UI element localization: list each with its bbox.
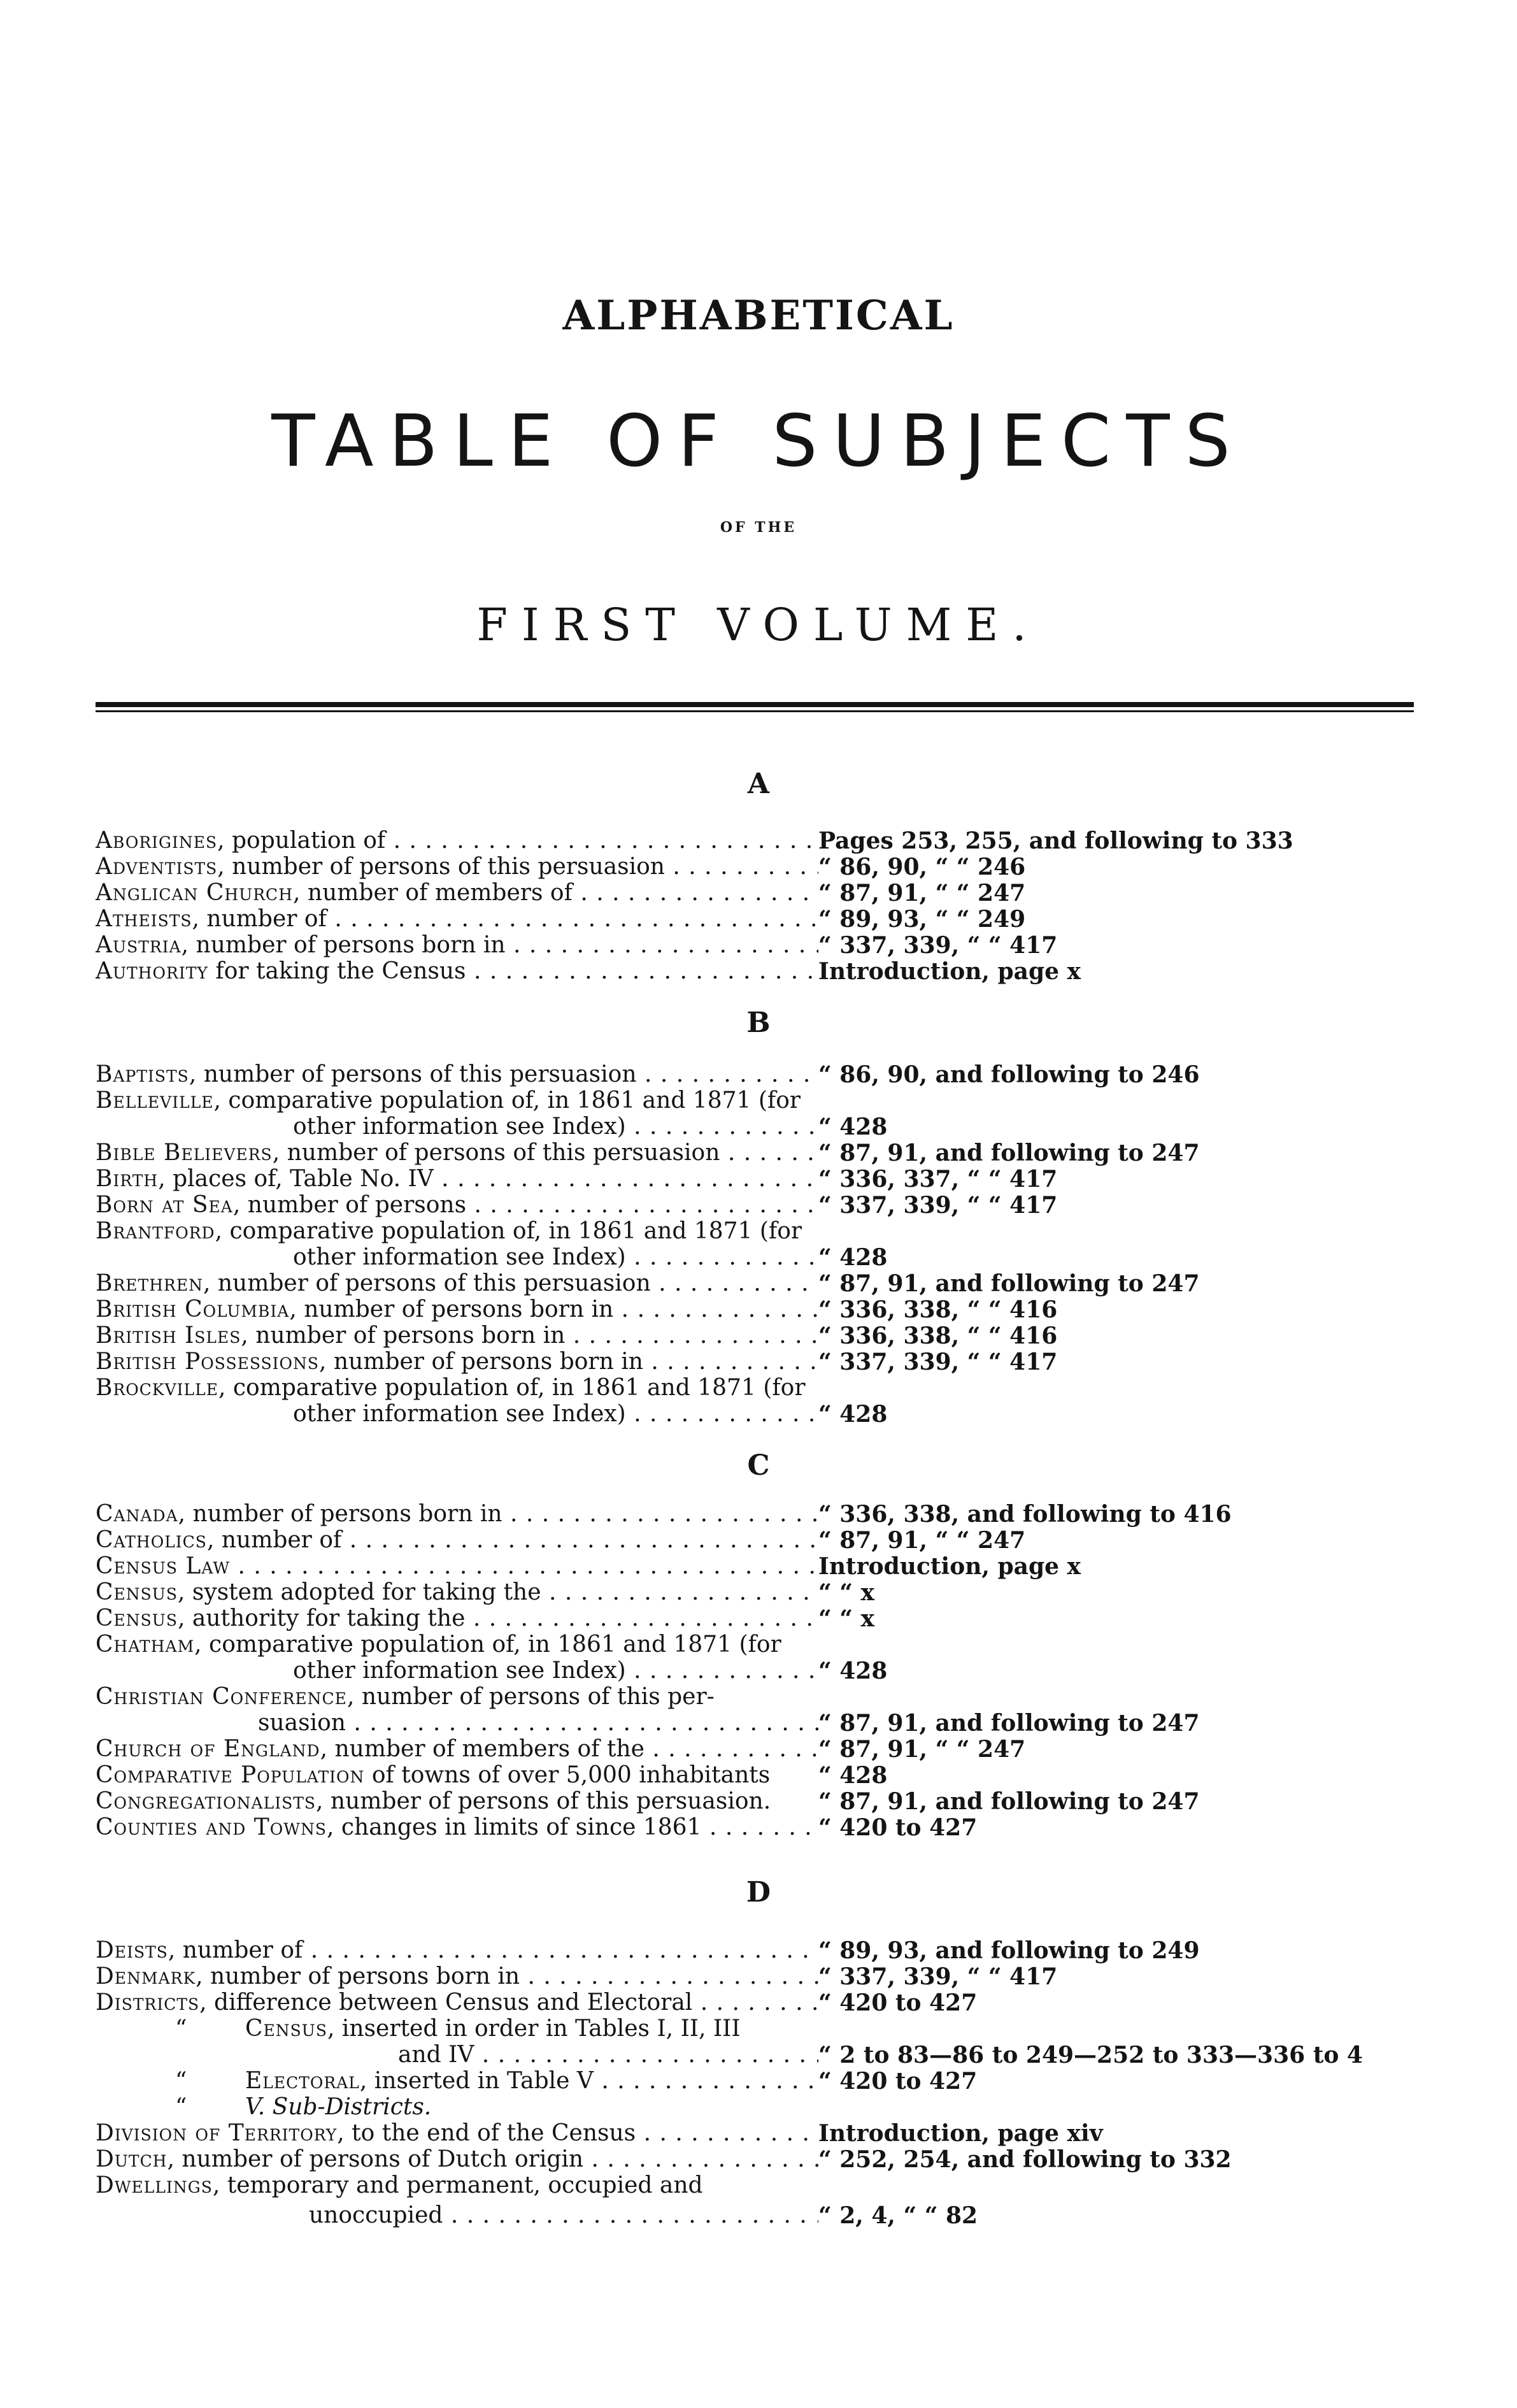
entry-pages: Introduction, page x [818,958,1081,985]
entry-subject: Baptists [96,1061,189,1087]
entry-subject: Catholics [96,1527,207,1553]
entry-subject: Dwellings [96,2172,213,2198]
index-entry [96,1631,1517,1659]
ditto-mark: “ [175,2094,187,2120]
index-entry [96,2093,1517,2121]
index-entry [96,1605,1517,1633]
entry-pages: “ 337, 339, “ “ 417 [818,932,1058,959]
heading-alphabetical: ALPHABETICAL [562,292,955,340]
entry-detail: , comparative population of, in 1861 and 1871 (for [215,1218,802,1244]
index-entry [96,1217,1517,1245]
entry-detail: , places of, Table No. IV [158,1166,434,1192]
entry-detail: , number of persons born in [289,1296,614,1322]
entry-subject: Authority [96,958,208,984]
entry-subject: Census [96,1605,178,1631]
index-entry [96,2015,1517,2043]
entry-detail: V. Sub-Districts. [245,2094,432,2120]
entry-subject: Deists [96,1937,168,1963]
section-letter-a: A [747,768,770,800]
entry-detail: , number of persons born in [319,1349,643,1375]
entry-pages: “ “ x [818,1579,874,1606]
entry-subject: Denmark [96,1963,196,1989]
heading-table-of-subjects: TABLE OF SUBJECTS [271,400,1246,483]
index-entry [96,905,1517,933]
entry-detail: , comparative population of, in 1861 and 1871 (for [218,1375,806,1401]
entry-subject: Anglican Church [96,880,293,906]
entry-continuation: other information see Index) . . . [293,1400,818,1428]
index-entry [96,1552,1517,1580]
entry-continuation: and IV . . . [398,2041,818,2069]
entry-pages: “ 87, 91, and following to 247 [818,1270,1200,1297]
entry-subject: British Isles [96,1322,241,1349]
entry-pages: “ 87, 91, and following to 247 [818,1710,1200,1737]
entry-continuation: unoccupied . . . [309,2202,818,2230]
entry-pages: “ 337, 339, “ “ 417 [818,1963,1058,1990]
entry-detail: , number of [206,1527,342,1553]
index-entry [96,1191,1517,1219]
entry-detail: , number of persons born in [181,932,506,958]
entry-detail: , inserted in Table V [359,2068,594,2094]
entry-pages: “ 336, 338, “ “ 416 [818,1296,1058,1323]
entry-subject: Chatham [96,1631,195,1658]
entry-subject: Church of England [96,1736,320,1762]
index-entry [96,1348,1517,1376]
index-entry [96,2172,1517,2200]
entry-detail: , number of [192,906,327,932]
entry-subject: Belleville [96,1087,214,1114]
entry-pages: “ 428 [818,1114,888,1140]
entry-detail: , number of persons of Dutch origin [167,2146,584,2172]
entry-detail: , changes in limits of since 1861 [326,1814,702,1840]
entry-pages: “ 87, 91, “ “ 247 [818,1736,1026,1763]
entry-subject: Division of Territory [96,2120,338,2146]
entry-pages: “ 89, 93, and following to 249 [818,1937,1200,1964]
index-entry [96,1963,1517,1991]
entry-pages: “ 420 to 427 [818,1989,978,2016]
entry-detail: , number of persons of this persuasion [217,854,665,880]
entry-pages: “ 2, 4, “ “ 82 [818,2202,978,2229]
section-letter-b: B [746,1007,771,1039]
entry-subject: British Columbia [96,1296,290,1322]
entry-detail: , number of members of the [320,1736,645,1762]
entry-subject: Census [96,1579,178,1605]
entry-subject: Aborigines [96,828,218,854]
entry-pages: “ 428 [818,1401,888,1428]
entry-detail: , number of persons of this persuasion [203,1270,651,1296]
index-entry [96,957,1517,985]
entry-pages: “ 428 [818,1658,888,1684]
heading-of-the: OF THE [720,519,797,536]
entry-subject: Counties and Towns [96,1814,327,1840]
index-entry [96,931,1517,959]
entry-detail: , number of persons born in [241,1322,566,1349]
entry-continuation: other information see Index) . . . [293,1657,818,1685]
entry-subject: British Possessions [96,1349,320,1375]
entry-subject: Born at Sea [96,1192,233,1218]
entry-detail: , comparative population of, in 1861 and 1871 (for [194,1631,781,1658]
entry-subject: Comparative Population [96,1762,365,1788]
entry-subject: Adventists [96,854,218,880]
index-entry [96,1374,1517,1402]
entry-detail: , number of persons born in [196,1963,520,1989]
index-entry-continuation [96,1400,1517,1428]
index-entry-continuation [96,2202,1517,2230]
entry-subject: Atheists [96,906,192,932]
entry-detail: , number of persons of this persuasion [189,1061,637,1087]
entry-detail: , comparative population of, in 1861 and 1871 (for [213,1087,801,1114]
entry-detail: , to the end of the Census [337,2120,636,2146]
index-entry [96,1683,1517,1711]
entry-pages: Introduction, page x [818,1553,1081,1580]
entry-pages: “ 87, 91, “ “ 247 [818,1527,1026,1554]
entry-pages: “ 336, 338, “ “ 416 [818,1322,1058,1349]
entry-detail: of towns of over 5,000 inhabitants [364,1762,771,1788]
entry-detail: , inserted in order in Tables I, II, III [327,2016,741,2042]
entry-continuation: other information see Index) . . . [293,1243,818,1272]
index-entry [96,1500,1517,1528]
entry-subject: Census Law [96,1553,231,1579]
entry-pages: “ 336, 337, “ “ 417 [818,1166,1058,1193]
index-entry [96,1735,1517,1763]
ditto-mark: “ [175,2016,187,2042]
entry-subject: Districts [96,1989,200,2016]
entry-pages: “ 87, 91, and following to 247 [818,1788,1200,1815]
index-entry [96,1322,1517,1350]
index-entry [96,1061,1517,1089]
index-entry-continuation [96,1657,1517,1685]
index-entry-continuation [96,2041,1517,2069]
index-entry [96,1139,1517,1167]
index-entry [96,1937,1517,1965]
entry-detail: , number of persons of this persuasion. [316,1788,771,1814]
entry-pages: “ 428 [818,1244,888,1271]
index-entry [96,1814,1517,1842]
entry-subject: Brockville [96,1375,218,1401]
entry-detail: , authority for taking the [178,1605,466,1631]
entry-pages: “ 86, 90, “ “ 246 [818,854,1026,880]
entry-pages: Introduction, page xiv [818,2120,1103,2147]
entry-detail: , population of [217,828,386,854]
thick-rule [96,702,1414,707]
entry-continuation: suasion . . . [258,1709,818,1737]
index-entry [96,1579,1517,1607]
entry-subject: Canada [96,1501,178,1527]
entry-pages: “ 2 to 83—86 to 249—252 to 333—336 to 4 [818,2042,1363,2068]
entry-pages: “ 428 [818,1762,888,1789]
entry-pages: “ 87, 91, and following to 247 [818,1140,1200,1166]
entry-subject: Christian Conference [96,1684,347,1710]
ditto-mark: “ [175,2068,187,2094]
entry-detail: , number of persons [232,1192,467,1218]
entry-detail: , number of members of [293,880,573,906]
entry-continuation: other information see Index) . . . [293,1113,818,1141]
entry-pages: “ 420 to 427 [818,2068,978,2095]
entry-detail: , system adopted for taking the [178,1579,541,1605]
entry-detail: , temporary and permanent, occupied and [212,2172,703,2198]
index-entry-continuation [96,1709,1517,1737]
entry-pages: “ 87, 91, “ “ 247 [818,880,1026,907]
index-entry [96,853,1517,881]
index-entry [96,2146,1517,2174]
entry-pages: Pages 253, 255, and following to 333 [818,828,1293,854]
index-entry [96,2067,1517,2095]
entry-detail: , number of persons born in [178,1501,502,1527]
entry-subject: Birth [96,1166,159,1192]
entry-pages: “ 86, 90, and following to 246 [818,1061,1200,1088]
index-entry [96,879,1517,907]
index-entry [96,1165,1517,1193]
index-entry-continuation [96,1113,1517,1141]
index-entry [96,1270,1517,1298]
entry-pages: “ 337, 339, “ “ 417 [818,1349,1058,1375]
entry-subject: Dutch [96,2146,167,2172]
index-entry [96,1087,1517,1115]
entry-pages: “ 89, 93, “ “ 249 [818,906,1026,933]
entry-detail: , number of persons of this per- [346,1684,715,1710]
entry-pages: “ 252, 254, and following to 332 [818,2146,1232,2173]
entry-subject: Brantford [96,1218,215,1244]
index-entry [96,1989,1517,2017]
index-entry [96,1296,1517,1324]
entry-subject: Bible Believers [96,1140,273,1166]
index-entry [96,1761,1517,1789]
index-entry [96,2119,1517,2147]
entry-pages: “ 336, 338, and following to 416 [818,1501,1232,1528]
section-letter-c: C [747,1449,770,1482]
index-entry [96,1788,1517,1816]
index-entry [96,827,1517,855]
entry-subject: Congregationalists [96,1788,316,1814]
entry-detail: , difference between Census and Electoral [199,1989,693,2016]
entry-subject: Austria [96,932,182,958]
entry-subject: Census [245,2016,327,2042]
entry-detail: , number of persons of this persuasion [272,1140,720,1166]
heading-first-volume: FIRST VOLUME. [476,599,1041,651]
entry-pages: “ 337, 339, “ “ 417 [818,1192,1058,1219]
section-letter-d: D [746,1876,771,1909]
entry-subject: Electoral [245,2068,360,2094]
entry-detail: for taking the Census [208,958,466,984]
thin-rule [96,710,1414,712]
index-entry [96,1526,1517,1554]
entry-pages: “ 420 to 427 [818,1814,978,1841]
entry-subject: Brethren [96,1270,203,1296]
entry-detail: , number of [167,1937,303,1963]
entry-pages: “ “ x [818,1605,874,1632]
index-entry-continuation [96,1243,1517,1272]
